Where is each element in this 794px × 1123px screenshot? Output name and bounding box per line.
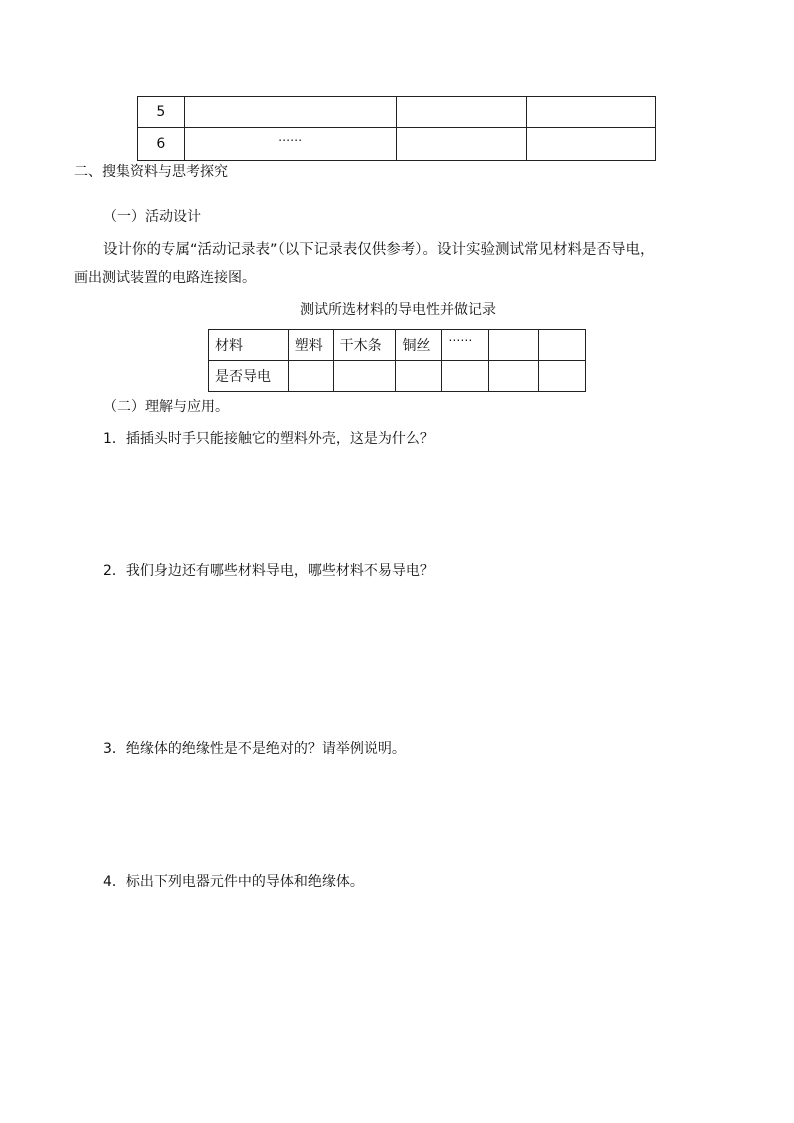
table-cell (396, 128, 526, 161)
table-cell: 铜丝 (396, 330, 442, 361)
table-row (209, 361, 586, 392)
table-cell: 是否导电 (209, 361, 289, 392)
materials-conductivity-table (208, 329, 586, 392)
table-caption: 测试所选材料的导电性并做记录 (300, 302, 496, 318)
table-cell (442, 361, 489, 392)
table-cell (539, 361, 586, 392)
subsection-heading: （一）活动设计 (103, 209, 201, 225)
table-row (209, 330, 586, 361)
table-cell: 干木条 (333, 330, 396, 361)
table-cell (288, 361, 333, 392)
subsection-heading: （二）理解与应用。 (103, 399, 229, 415)
paragraph-line: 设计你的专属“活动记录表”（以下记录表仅供参考）。设计实验测试常见材料是否导电， (103, 242, 655, 258)
table-cell (489, 330, 539, 361)
table-cell: 材料 (209, 330, 289, 361)
table-cell (184, 97, 396, 128)
section-heading: 二、搜集资料与思考探究 (74, 164, 228, 180)
row-number: 6 (138, 128, 185, 161)
table-cell: …… (442, 330, 489, 361)
question-2: 2．我们身边还有哪些材料导电，哪些材料不易导电？ (103, 563, 434, 579)
table-cell (396, 361, 442, 392)
table-cell (396, 97, 526, 128)
table-cell: 塑料 (288, 330, 333, 361)
table-cell (489, 361, 539, 392)
table-row (138, 128, 656, 161)
table-cell (333, 361, 396, 392)
question-1: 1．插插头时手只能接触它的塑料外壳，这是为什么？ (103, 431, 434, 447)
question-3: 3．绝缘体的绝缘性是不是绝对的？请举例说明。 (103, 741, 406, 757)
table-row (138, 97, 656, 128)
record-table-continuation (137, 96, 656, 161)
paragraph-line: 画出测试装置的电路连接图。 (74, 270, 256, 286)
table-cell (539, 330, 586, 361)
row-number: 5 (138, 97, 185, 128)
table-cell: …… (184, 128, 396, 161)
table-cell (526, 128, 655, 161)
table-cell (526, 97, 655, 128)
question-4: 4．标出下列电器元件中的导体和绝缘体。 (103, 874, 364, 890)
